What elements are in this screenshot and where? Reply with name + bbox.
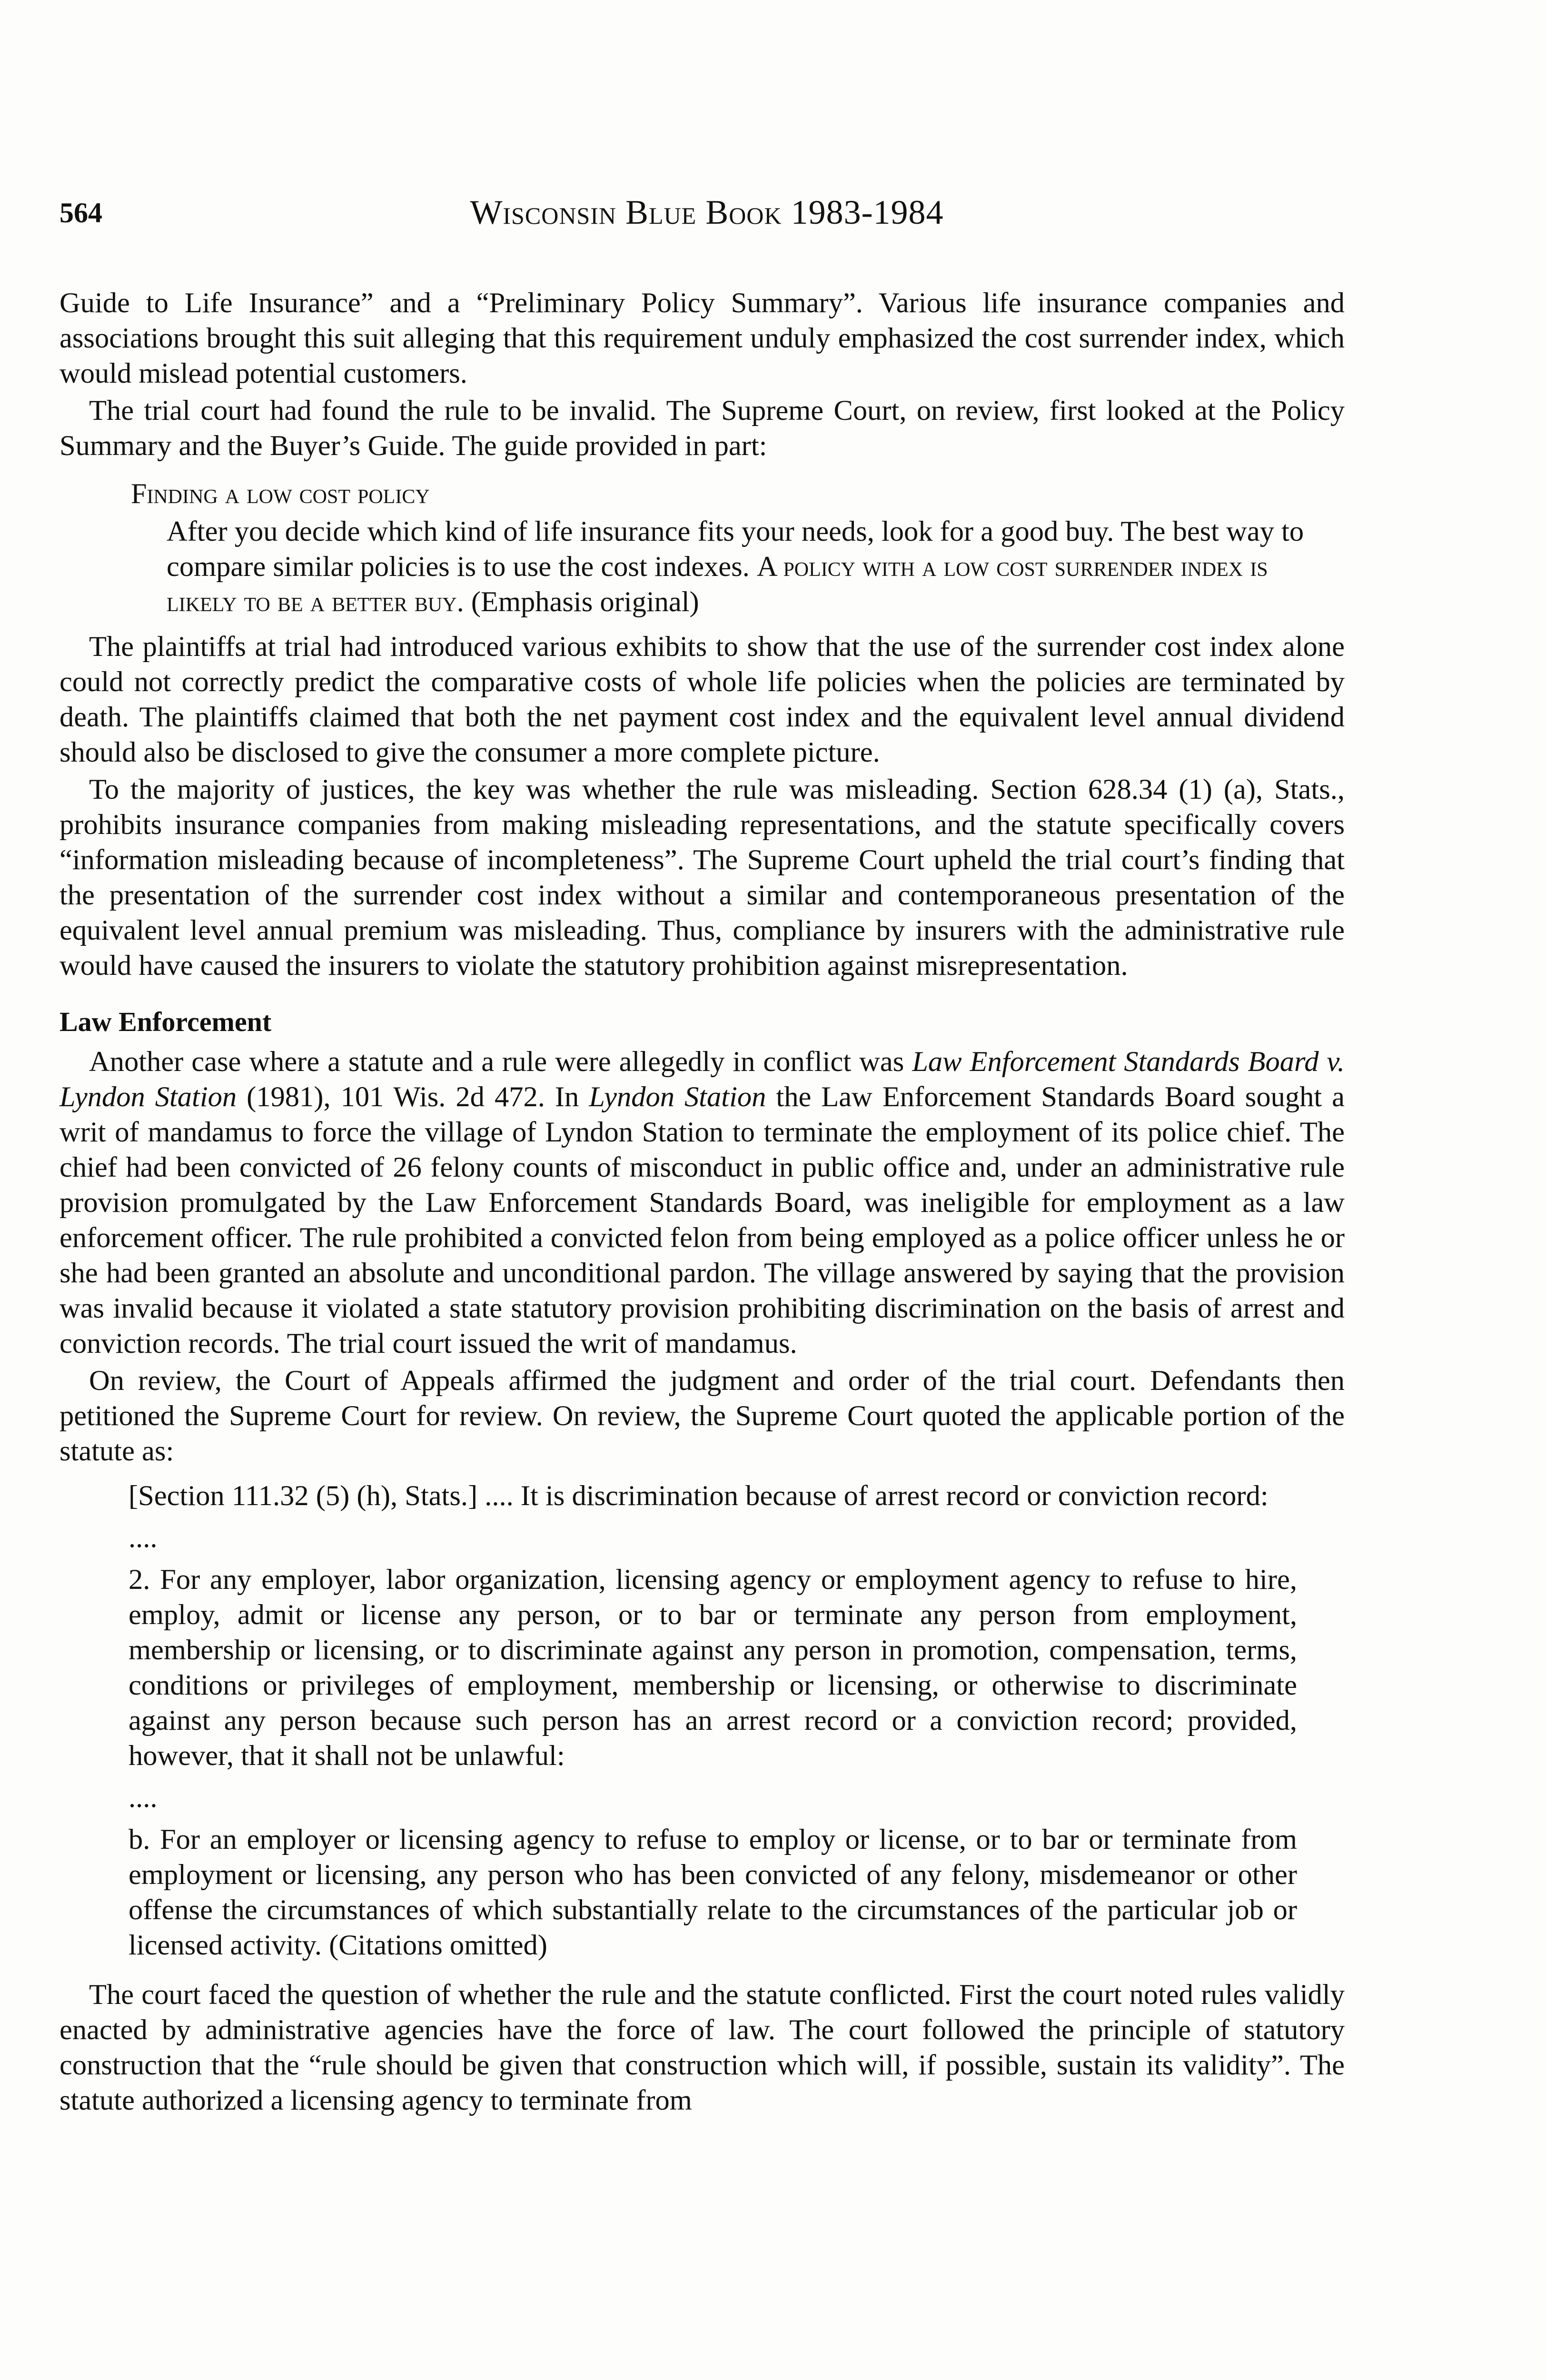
quote-body [167,514,1345,620]
paragraph-court-faced: The court faced the question of whether the rule and the statute conflicted. First the court noted rules validly enacted by administrative agencies have the force of law. The court followed the principle of statutory construction that the “rule should be given that construction which will, if possible, sustain its validity”. The statute authorized a licensing agency to terminate from [59,1979,1345,2116]
p5-end: the Law Enforcement Standards Board sought a writ of mandamus to force the village of Lyndon Station to terminate the employment of its police chief. The chief had been convicted of 26 felony counts of misconduct in public office and, under an administrative rule provision promulgated by the Law Enforcement Standards Board, was ineligible for employment as a law enforcement officer. The rule prohibited a convicted felon from being employed as a police officer unless he or she had been granted an absolute and unconditional pardon. The village answered by saying that the provision was invalid because it violated a state statutory provision prohibiting discrimination on the basis of arrest and conviction records. The trial court issued the writ of mandamus. [59,1081,1345,1359]
ellipsis: .... [129,1782,158,1814]
paragraph-continuation: Guide to Life Insurance” and a “Preliminary Policy Summary”. Various life insurance companies and associations brought this suit alleging that this requirement unduly emphasized the cost surrender index, which would mislead potential customers. [59,287,1345,389]
ellipsis: .... [129,1522,158,1554]
page-body [59,286,1345,2118]
quote-heading: Finding a low cost policy [131,478,430,509]
page-number: 564 [59,197,102,228]
statute-quote-clause-b: b. For an employer or licensing agency to refuse to employ or license, or to bar or terminate from employment or licensing, any person who has been convicted of any felony, misdemeanor or other offense the circumstances of which substantially relate to the circumstances of the particular job or licensed activity. (Citations omitted) [129,1824,1297,1961]
p5-start: Another case where a statute and a rule were allegedly in conflict was [89,1046,912,1078]
p5-mid: (1981), 101 Wis. 2d 472. In [237,1081,589,1113]
quote-text: After you decide which kind of life insurance fits your needs, look for a good buy. The best way to compare similar policies is to use the cost indexes. [167,516,1304,583]
quote-emphasis: A policy with a low cost surrender index is likely to be a better buy. [167,551,1268,618]
case-name-short: Lyndon Station [589,1081,766,1113]
running-title: Wisconsin Blue Book 1983-1984 [470,193,944,231]
paragraph-lyndon-station [59,1044,1345,1361]
page-header [59,193,1354,245]
paragraph-majority: To the majority of justices, the key was whether the rule was misleading. Section 628.34 (1) (a), Stats., prohibits insurance companies from making misleading representations, and the statute specifically covers “information misleading because of incompleteness”. The Supreme Court upheld the trial court’s finding that the presentation of the surrender cost index without a similar and contemporaneous presentation of the equivalent level annual premium was misleading. Thus, compliance by insurers with the administrative rule would have caused the insurers to violate the statutory prohibition against misrepresentation. [59,774,1345,982]
statute-quote-clause-2: 2. For any employer, labor organization, licensing agency or employment agency to refuse to hire, employ, admit or license any person, or to bar or terminate any person from employment, membership or licensing, or to discriminate against any person in promotion, compensation, terms, conditions or privileges of employment, membership or licensing, or otherwise to discriminate against any person because such person has an arrest record or a conviction record; provided, however, that it shall not be unlawful: [129,1564,1297,1772]
paragraph-trial-court: The trial court had found the rule to be invalid. The Supreme Court, on review, first looked at the Policy Summary and the Buyer’s Guide. The guide provided in part: [59,395,1345,462]
paragraph-review: On review, the Court of Appeals affirmed the judgment and order of the trial court. Defendants then petitioned the Supreme Court for review. On review, the Supreme Court quoted the applicable portion of the statute as: [59,1365,1345,1467]
paragraph-plaintiffs: The plaintiffs at trial had introduced various exhibits to show that the use of the surrender cost index alone could not correctly predict the comparative costs of whole life policies when the policies are terminated by death. The plaintiffs claimed that both the net payment cost index and the equivalent level annual dividend should also be disclosed to give the consumer a more complete picture. [59,631,1345,768]
case-name: Law Enforcement Standards Board v. Lyndon Station [59,1046,1345,1113]
section-heading: Law Enforcement [59,1006,272,1037]
quote-note: (Emphasis original) [471,586,699,618]
statute-quote-intro: [Section 111.32 (5) (h), Stats.] .... It is discrimination because of arrest record or conviction record: [129,1480,1269,1512]
